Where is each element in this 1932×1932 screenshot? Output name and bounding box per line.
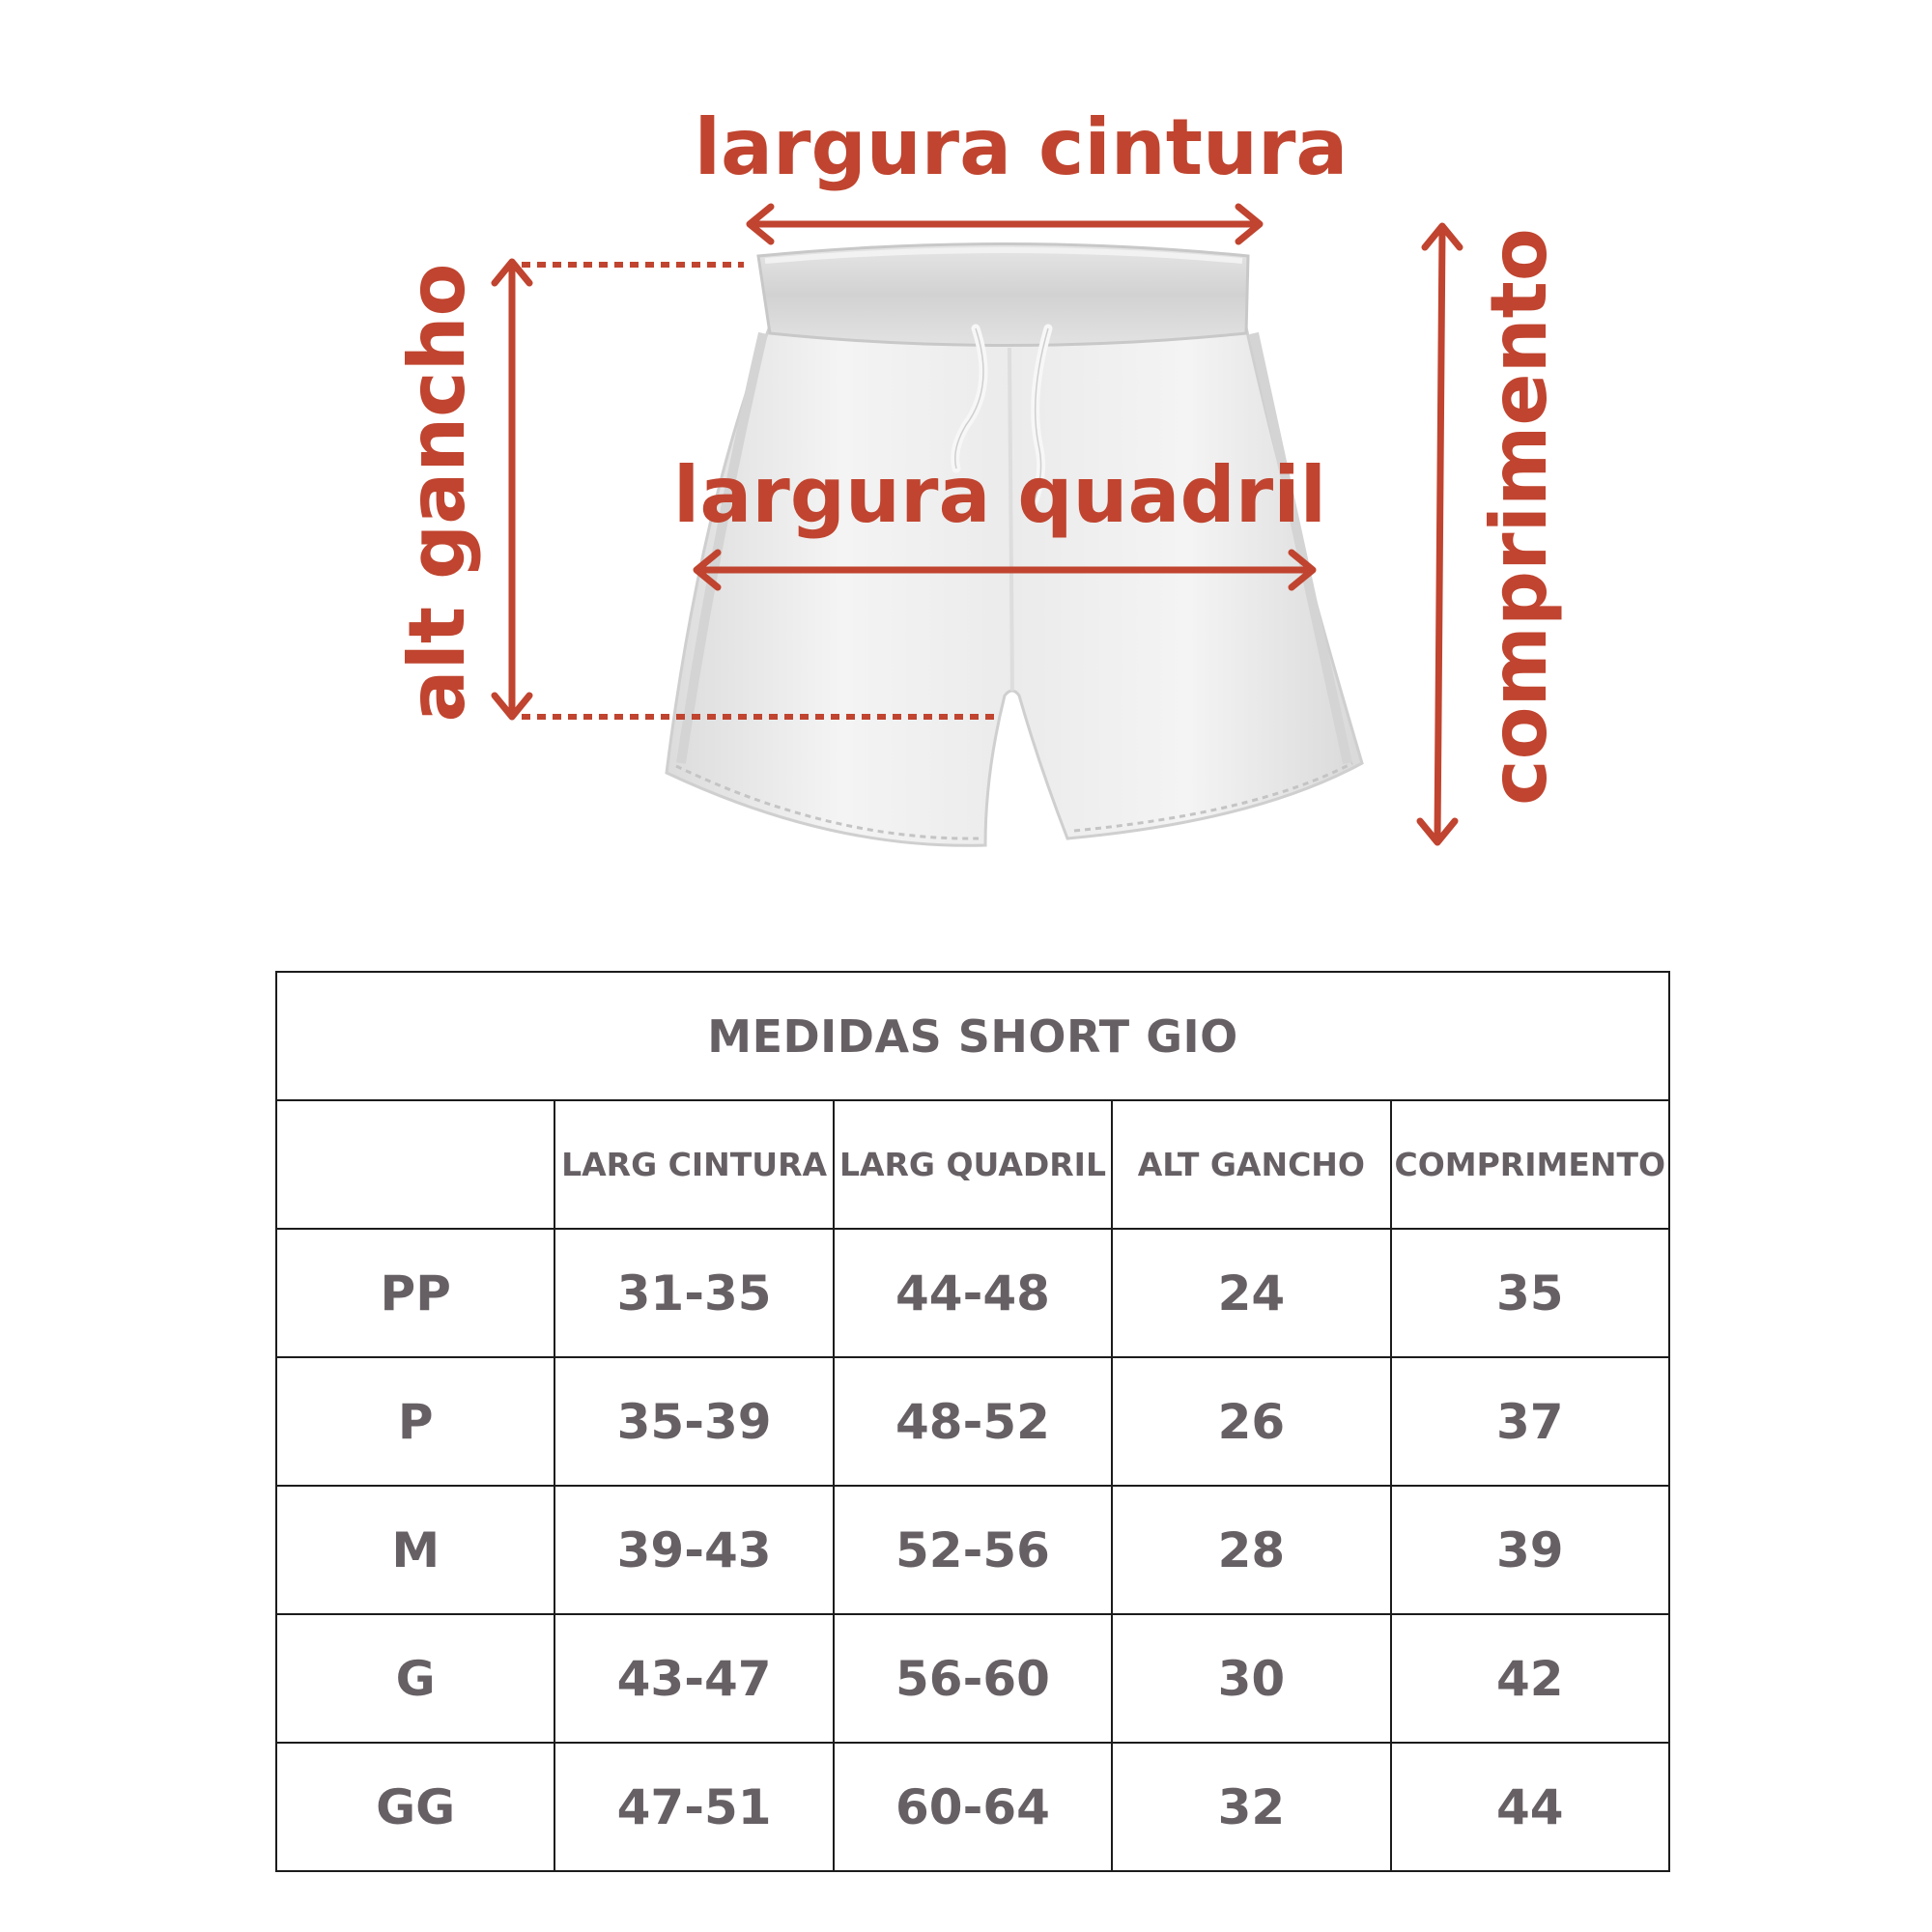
size-cell: PP — [276, 1229, 554, 1357]
hip-width-label: largura quadril — [672, 450, 1327, 540]
measurement-diagram — [0, 0, 1932, 927]
measurement-cell: 44-48 — [834, 1229, 1112, 1357]
table-body — [276, 1229, 1669, 1871]
measurement-cell: 56-60 — [834, 1614, 1112, 1743]
shorts-illustration — [667, 244, 1362, 846]
measurement-cell: 48-52 — [834, 1357, 1112, 1486]
waist-width-label: largura cintura — [694, 102, 1349, 192]
size-cell: GG — [276, 1743, 554, 1871]
column-header: COMPRIMENTO — [1391, 1100, 1669, 1229]
measurement-cell: 60-64 — [834, 1743, 1112, 1871]
measurement-cell: 31-35 — [554, 1229, 833, 1357]
measurement-cell: 52-56 — [834, 1486, 1112, 1614]
table-row — [276, 1357, 1669, 1486]
table-row — [276, 1229, 1669, 1357]
table-row — [276, 1486, 1669, 1614]
measurement-cell: 39 — [1391, 1486, 1669, 1614]
measurement-cell: 32 — [1112, 1743, 1390, 1871]
table-row — [276, 1743, 1669, 1871]
waistband — [758, 244, 1248, 346]
measurement-cell: 42 — [1391, 1614, 1669, 1743]
size-cell: P — [276, 1357, 554, 1486]
measurement-cell: 44 — [1391, 1743, 1669, 1871]
measurement-cell: 28 — [1112, 1486, 1390, 1614]
measurement-cell: 37 — [1391, 1357, 1669, 1486]
length-label: comprimento — [1474, 228, 1564, 806]
measurement-cell: 39-43 — [554, 1486, 833, 1614]
column-header: ALT GANCHO — [1112, 1100, 1390, 1229]
size-cell: M — [276, 1486, 554, 1614]
shorts-body — [667, 319, 1362, 845]
size-cell: G — [276, 1614, 554, 1743]
measurement-cell: 35 — [1391, 1229, 1669, 1357]
measurement-cell: 43-47 — [554, 1614, 833, 1743]
crotch-height-arrow — [495, 262, 529, 717]
measurement-cell: 30 — [1112, 1614, 1390, 1743]
table-title: MEDIDAS SHORT GIO — [276, 972, 1669, 1100]
size-table — [275, 971, 1670, 1872]
crotch-height-label: alt gancho — [392, 263, 482, 723]
column-header: LARG QUADRIL — [834, 1100, 1112, 1229]
measurement-cell: 47-51 — [554, 1743, 833, 1871]
measurement-cell: 35-39 — [554, 1357, 833, 1486]
measurement-cell: 26 — [1112, 1357, 1390, 1486]
table-row — [276, 1614, 1669, 1743]
measurement-cell: 24 — [1112, 1229, 1390, 1357]
column-header: LARG CINTURA — [554, 1100, 833, 1229]
table-header-row — [276, 1100, 1669, 1229]
length-arrow — [1420, 226, 1460, 842]
waist-arrow — [750, 207, 1260, 242]
corner-cell — [276, 1100, 554, 1229]
